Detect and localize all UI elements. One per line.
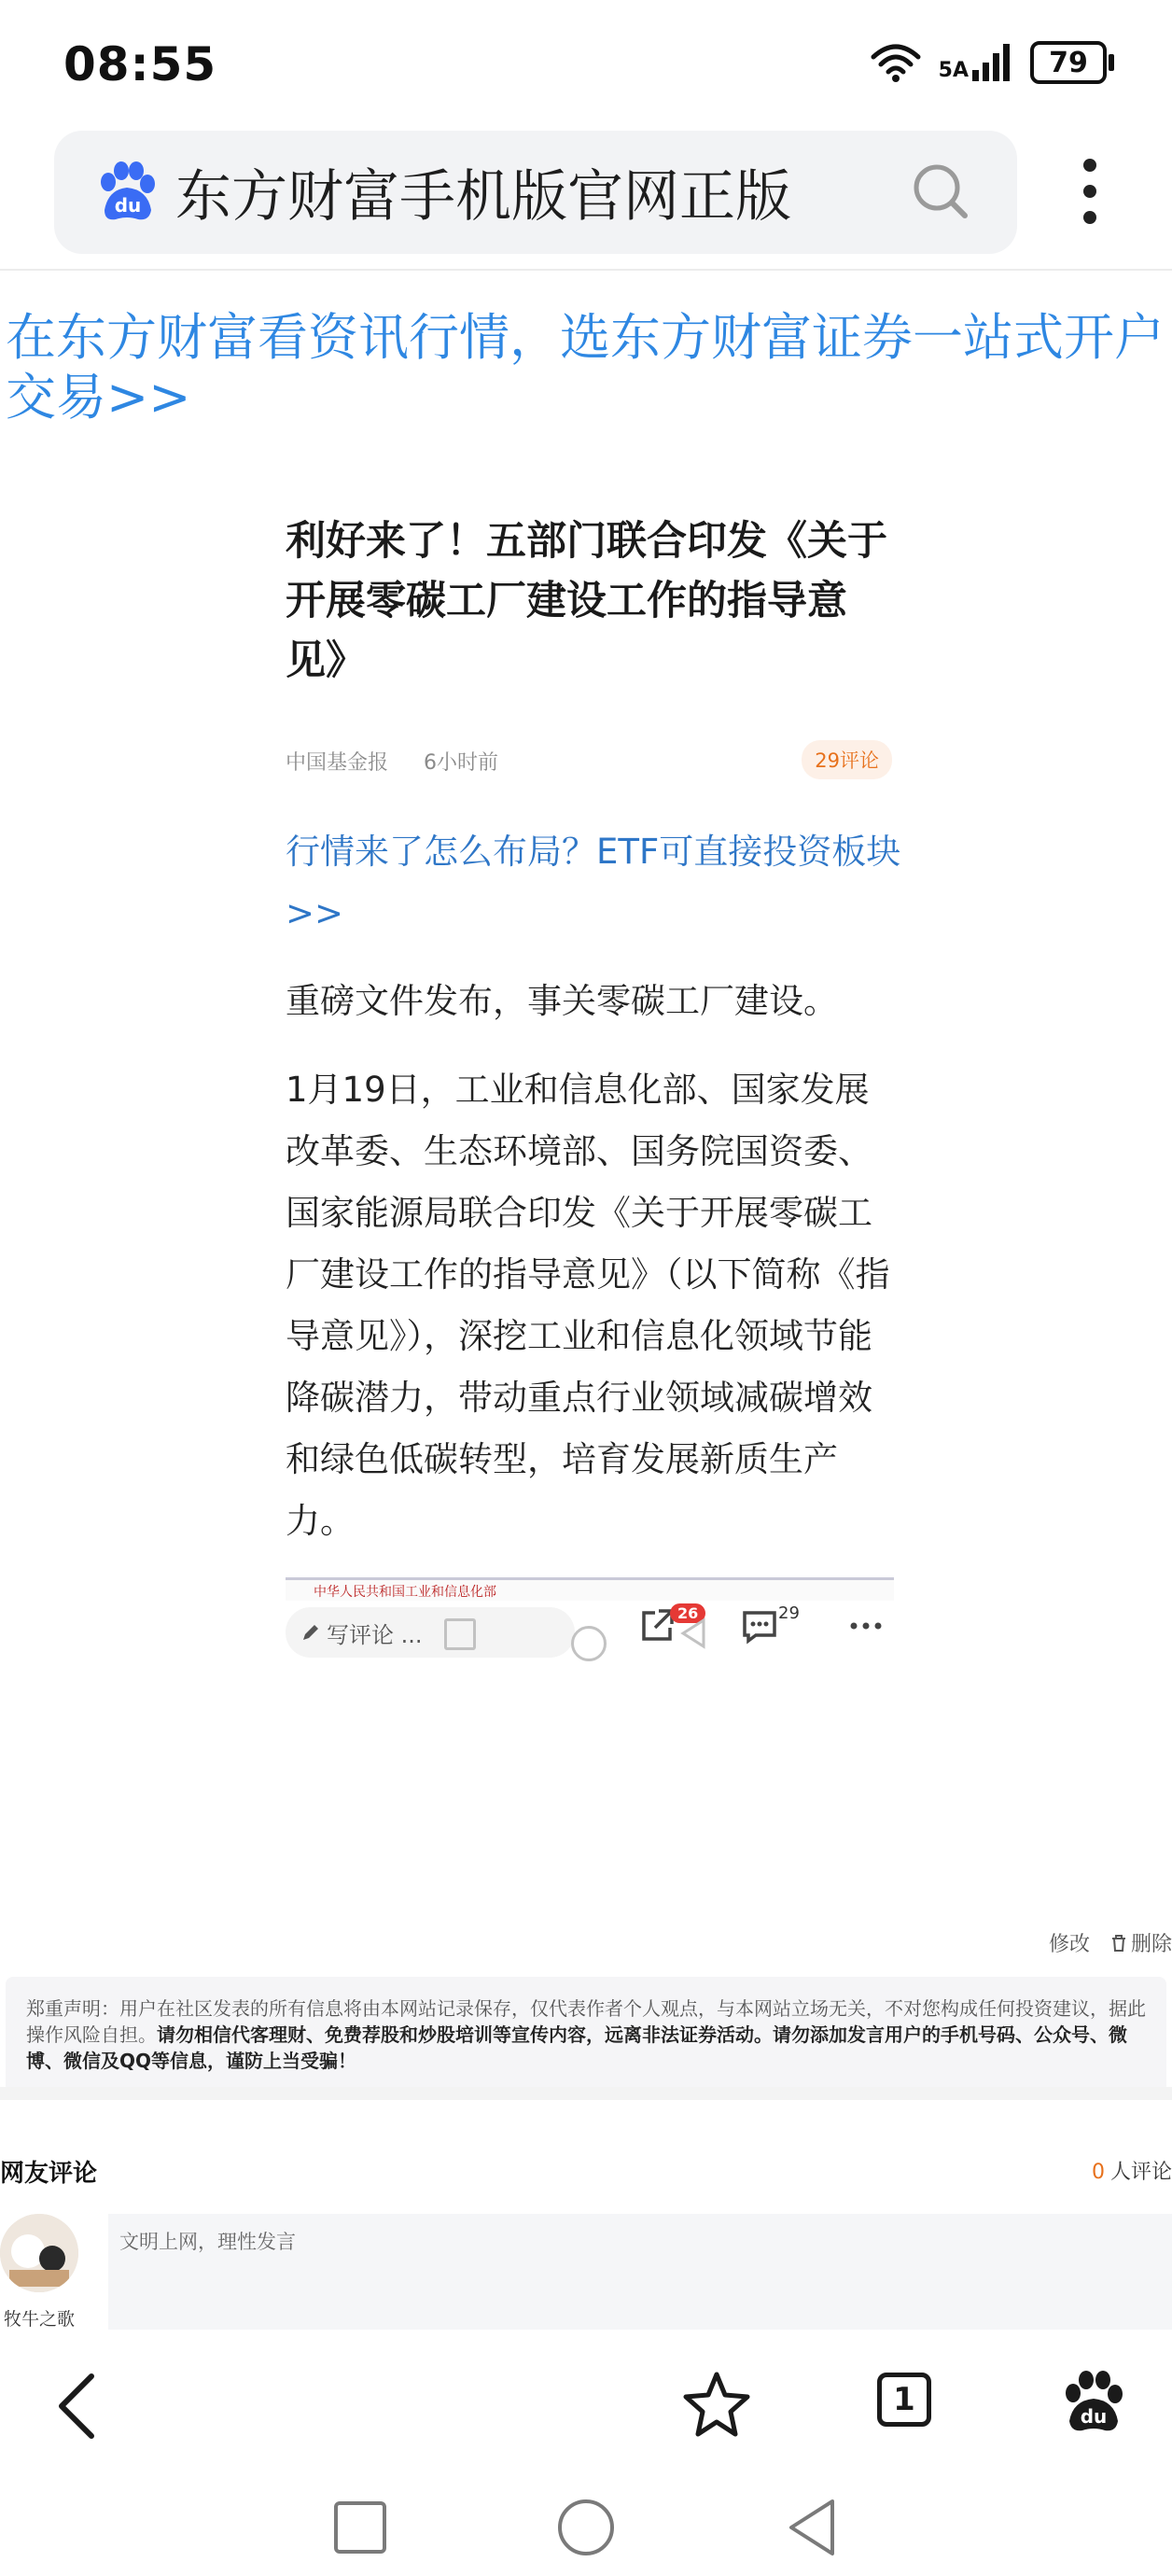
comment-count-badge[interactable]: 29评论	[802, 740, 892, 779]
header-divider	[0, 269, 1172, 271]
baidu-logo-icon	[93, 160, 159, 225]
search-bar[interactable]	[54, 131, 1017, 254]
status-icons	[870, 41, 1107, 84]
tabs-icon[interactable]	[877, 2373, 931, 2427]
back-icon[interactable]	[56, 2373, 97, 2440]
system-nav-bar	[0, 2483, 1172, 2576]
favorite-star-icon[interactable]	[681, 2369, 752, 2440]
article-title: 利好来了！五部门联合印发《关于开展零碳工厂建设工作的指导意见》	[286, 518, 887, 684]
article-source: 中国基金报	[286, 750, 389, 775]
etf-link[interactable]: 行情来了怎么布局？ETF可直接投资板块>>	[286, 832, 901, 933]
article-paragraph: 重磅文件发布，事关零碳工厂建设。	[286, 981, 838, 1021]
network-type-label: 5A	[938, 59, 969, 82]
article-time: 6小时前	[424, 750, 499, 775]
browser-toolbar	[0, 2359, 1172, 2453]
home-icon[interactable]	[556, 2498, 616, 2557]
section-divider	[0, 2087, 1172, 2100]
write-comment-button[interactable]	[286, 1607, 575, 1658]
system-back-icon[interactable]	[786, 2498, 838, 2557]
embedded-article-image	[286, 1577, 894, 1601]
status-time: 08:55	[63, 37, 217, 91]
embedded-image-caption: 中华人民共和国工业和信息化部	[314, 1585, 496, 1600]
article-paragraph: 1月19日，工业和信息化部、国家发展改革委、生态环境部、国务院国资委、国家能源局联合印发《关于开展零碳工厂建设工作的指导意见》（以下简称《指导意见》），深挖工业和信息化领域节能降碳潜力，带动重点行业领域减碳增效和绿色低碳转型，培育发展新质生产力。	[286, 1070, 890, 1541]
search-icon[interactable]	[911, 161, 972, 223]
delete-button[interactable]	[1110, 1928, 1172, 1957]
comment-toolbar	[286, 1603, 905, 1658]
circle-icon	[571, 1626, 607, 1661]
trash-icon	[1110, 1934, 1127, 1953]
comment-count: 29	[778, 1603, 800, 1623]
edit-button[interactable]: 修改	[1048, 1933, 1090, 1956]
promo-link[interactable]: 在东方财富看资讯行情，选东方财富证券一站式开户交易>>	[6, 308, 1165, 427]
write-comment-placeholder: 写评论 ...	[327, 1621, 423, 1648]
comment-input[interactable]: 文明上网，理性发言	[108, 2214, 1172, 2330]
comments-section-title: 网友评论	[0, 2160, 98, 2188]
post-actions	[1049, 1928, 1172, 1957]
delete-label: 删除	[1130, 1933, 1172, 1956]
comments-count	[1092, 2156, 1172, 2185]
article-meta	[286, 744, 892, 777]
recent-apps-icon[interactable]	[332, 2499, 388, 2555]
user-name: 牧牛之歌	[4, 2309, 76, 2330]
triangle-icon	[679, 1617, 707, 1650]
comments-count-number: 0	[1091, 2161, 1105, 2184]
disclaimer-box	[6, 1977, 1166, 2093]
baidu-paw-icon[interactable]	[1060, 2369, 1127, 2436]
more-horizontal-icon[interactable]	[849, 1620, 883, 1631]
square-icon	[444, 1618, 476, 1650]
user-avatar-icon	[0, 2214, 78, 2292]
comment-icon[interactable]	[741, 1607, 778, 1645]
share-badge: 26	[670, 1603, 705, 1623]
wifi-icon	[870, 42, 922, 83]
disclaimer-text: 郑重声明：用户在社区发表的所有信息将由本网站记录保存，仅代表作者个人观点，与本网站立场无关，不对您构成任何投资建议，据此操作风险自担。	[26, 1997, 1146, 2046]
pencil-icon	[300, 1622, 321, 1643]
avatar[interactable]	[0, 2214, 78, 2292]
cell-signal-icon	[972, 44, 1013, 81]
svg-text:du: du	[114, 194, 142, 217]
more-vertical-icon[interactable]	[1079, 159, 1101, 224]
battery-level: 79	[1049, 46, 1088, 79]
search-query-text[interactable]: 东方财富手机版官网正版	[175, 164, 791, 230]
svg-text:du: du	[1080, 2405, 1108, 2428]
disclaimer-warning: 请勿相信代客理财、免费荐股和炒股培训等宣传内容，远离非法证券活动。请勿添加发言用户的手机号码、公众号、微博、微信及QQ等信息，谨防上当受骗！	[26, 2023, 1127, 2072]
tab-count-label: 1	[893, 2381, 915, 2418]
battery-indicator	[1030, 41, 1107, 84]
comments-count-suffix: 人评论	[1109, 2161, 1172, 2184]
